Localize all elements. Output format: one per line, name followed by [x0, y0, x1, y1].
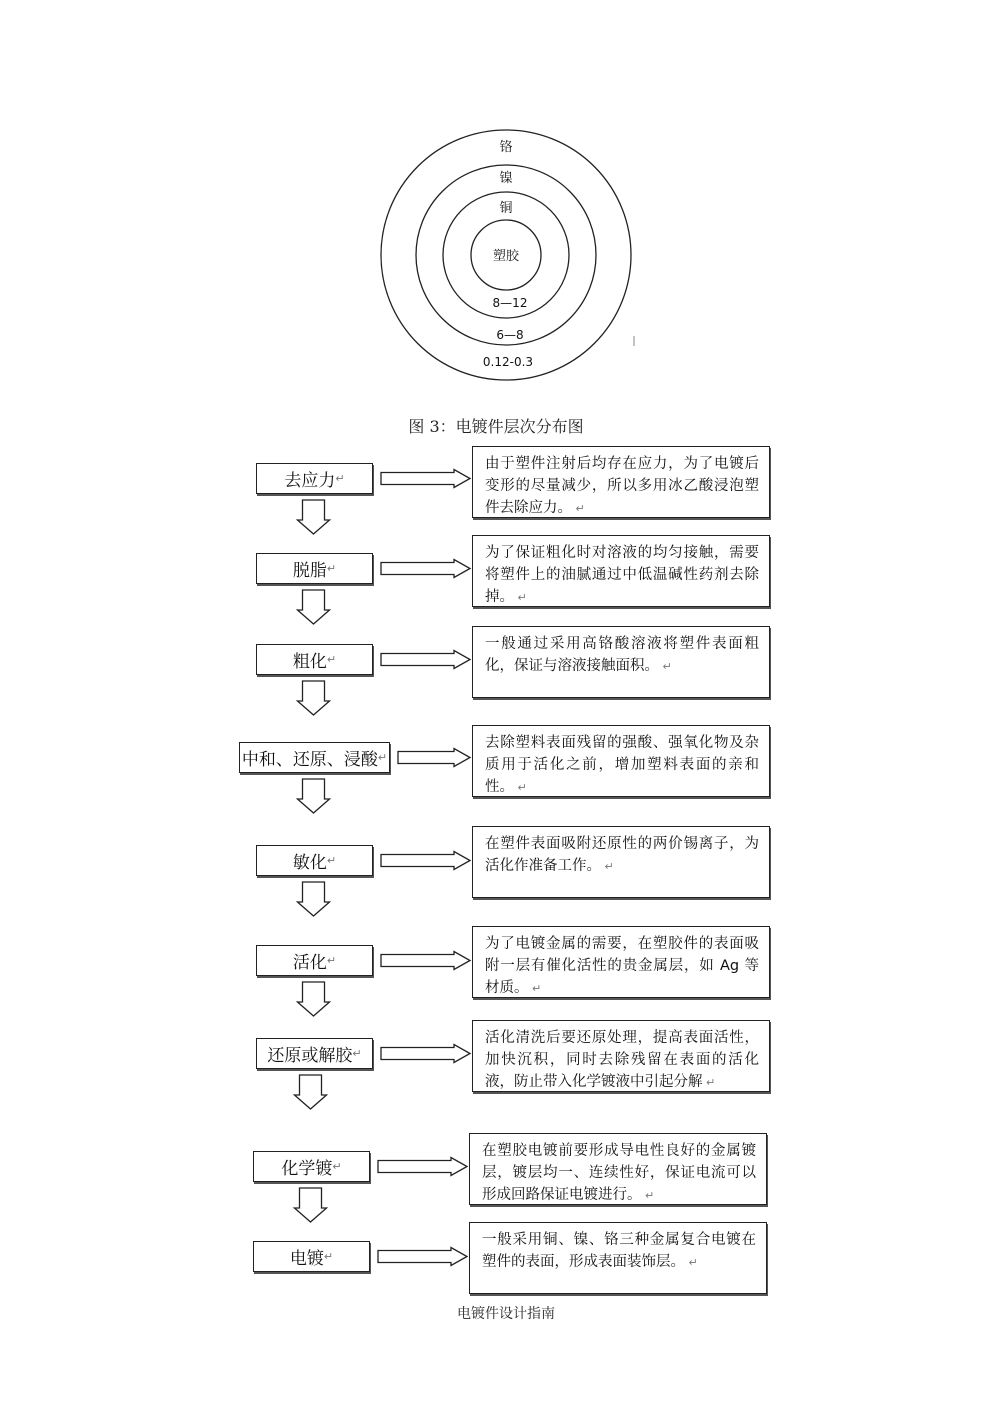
step-label: 化学镀 [281, 1159, 333, 1179]
step-box [256, 463, 373, 494]
step-description-box [472, 926, 770, 998]
step-label: 敏化 [292, 853, 327, 873]
down-arrow-icon [295, 1075, 327, 1109]
step-box [256, 644, 373, 675]
step-box [256, 1038, 373, 1069]
step-label: 去应力 [284, 471, 336, 491]
down-arrow-icon [298, 882, 330, 916]
step-label: 脱脂 [292, 561, 327, 581]
down-arrow-icon [298, 500, 330, 534]
paragraph-mark-icon: ↵ [326, 653, 337, 666]
step-description: 为了电镀金属的需要，在塑胶件的表面吸附一层有催化活性的贵金属层，如 Ag 等材质。 [485, 936, 759, 996]
down-arrow-icon [298, 681, 330, 715]
step-description: 由于塑件注射后均存在应力，为了电镀后变形的尽量减少，所以多用冰乙酸浸泡塑件去除应力。 [485, 456, 759, 516]
thickness-label-nickel: 6—8 [496, 328, 524, 342]
paragraph-mark-icon: ↵ [685, 1256, 698, 1269]
step-description-box [472, 535, 770, 607]
step-description: 在塑件表面吸附还原性的两价锡离子，为活化作准备工作。 [485, 836, 759, 874]
paragraph-mark-icon: ↵ [377, 751, 388, 764]
right-arrow-icon [381, 1045, 470, 1063]
right-arrow-icon [381, 651, 470, 669]
paragraph-mark-icon: ↵ [335, 472, 345, 485]
step-description: 在塑胶电镀前要形成导电性良好的金属镀层，镀层均一、连续性好，保证电流可以形成回路保证电镀进行。 [482, 1143, 756, 1203]
step-description-box [469, 1222, 767, 1294]
paragraph-mark-icon: ↵ [332, 1160, 342, 1173]
down-arrow-icon [298, 590, 330, 624]
paragraph-mark-icon: ↵ [659, 660, 672, 673]
step-description-box [472, 446, 770, 518]
paragraph-mark-icon: ↵ [572, 502, 585, 515]
down-arrow-icon [298, 982, 330, 1016]
layer-label-nickel: 镍 [499, 171, 513, 186]
step-description-box [472, 826, 770, 898]
paragraph-mark-icon: ↵ [326, 562, 337, 575]
page-footer: 电镀件设计指南 [457, 1306, 555, 1322]
step-description: 去除塑料表面残留的强酸、强氧化物及杂质用于活化之前，增加塑料表面的亲和性。 [485, 735, 759, 795]
step-description-box [472, 1020, 770, 1092]
thickness-label-chrome: 0.12-0.3 [482, 355, 534, 369]
paragraph-mark-icon: ↵ [326, 854, 337, 867]
paragraph-mark-icon: ↵ [514, 781, 527, 794]
right-arrow-icon [381, 952, 470, 970]
step-label: 粗化 [292, 652, 327, 672]
down-arrow-icon [298, 779, 330, 813]
paragraph-mark-icon: ↵ [326, 954, 337, 967]
step-box [253, 1241, 370, 1272]
down-arrow-icon [295, 1188, 327, 1222]
paragraph-mark-icon: ↵ [352, 1047, 362, 1060]
right-arrow-icon [398, 749, 470, 767]
step-label: 电镀 [289, 1249, 324, 1269]
step-description-box [472, 725, 770, 797]
step-description: 一般采用铜、镍、铬三种金属复合电镀在塑件的表面，形成表面装饰层。 [482, 1232, 756, 1270]
step-box [256, 945, 373, 976]
step-description: 活化清洗后要还原处理，提高表面活性，加快沉积，同时去除残留在表面的活化液，防止带入化学镀液中引起分解 [485, 1030, 759, 1090]
paragraph-mark-icon: ↵ [702, 1076, 716, 1089]
step-box [253, 1151, 370, 1182]
right-arrow-icon [381, 470, 470, 488]
paragraph-mark-icon: ↵ [514, 591, 527, 604]
layer-label-copper: 铜 [499, 201, 513, 216]
step-label: 活化 [292, 953, 327, 973]
paragraph-mark-icon: ↵ [528, 982, 542, 995]
thickness-label-copper: 8—12 [492, 296, 528, 310]
step-description-box [469, 1133, 767, 1205]
figure-caption: 图 3：电镀件层次分布图 [408, 417, 584, 436]
layer-label-chrome: 铬 [499, 140, 513, 155]
paragraph-mark-icon: ↵ [601, 860, 614, 873]
step-label: 中和、还原、浸酸 [241, 750, 378, 770]
step-description-box [472, 626, 770, 698]
step-box [256, 845, 373, 876]
paragraph-mark-icon: ↵ [323, 1250, 334, 1263]
step-description: 为了保证粗化时对溶液的均匀接触，需要将塑件上的油腻通过中低温碱性药剂去除掉。 [485, 545, 759, 605]
paragraph-mark-icon: ↵ [641, 1189, 655, 1202]
step-label: 还原或解胶 [267, 1046, 353, 1066]
right-arrow-icon [378, 1248, 467, 1266]
step-description: 一般通过采用高铬酸溶液将塑件表面粗化，保证与溶液接触面积。 [485, 636, 759, 674]
step-box [239, 742, 390, 773]
step-box [256, 553, 373, 584]
right-arrow-icon [381, 852, 470, 870]
right-arrow-icon [381, 560, 470, 578]
layer-label-plastic: 塑胶 [492, 249, 520, 264]
right-arrow-icon [378, 1158, 467, 1176]
